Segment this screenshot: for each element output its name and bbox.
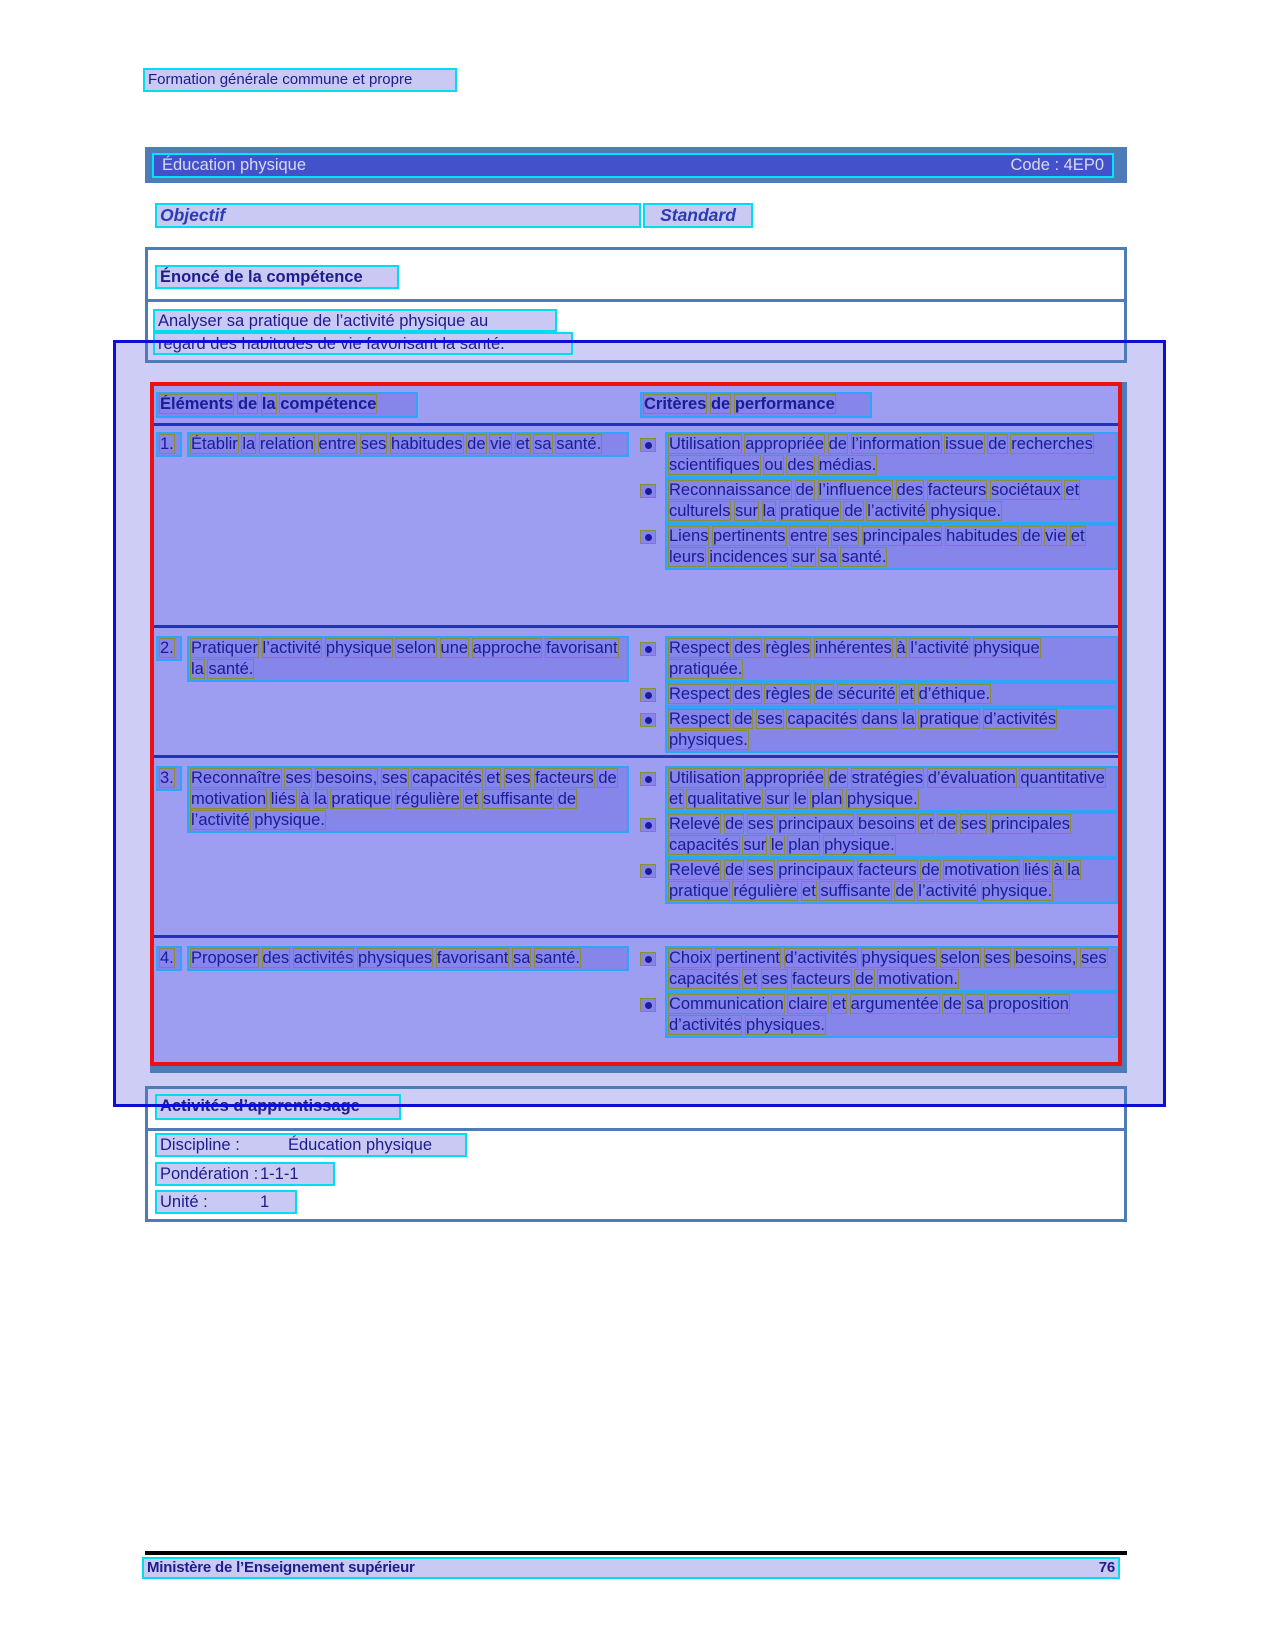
criterion-text: Utilisation appropriée de l’information issue de recherches scientifiques ou des médias. bbox=[665, 432, 1118, 478]
document-title: Éducation physique bbox=[162, 156, 307, 174]
field-value: 1-1-1 bbox=[260, 1165, 299, 1183]
bullet-icon bbox=[640, 998, 656, 1012]
criterion-text: Respect des règles inhérentes à l’activité physique pratiquée. bbox=[665, 636, 1118, 682]
element-text: Proposer des activités physiques favorisant sa santé. bbox=[187, 946, 629, 971]
field-unite bbox=[155, 1190, 297, 1214]
document-code: Code : 4EP0 bbox=[1010, 156, 1104, 174]
field-label: Discipline : bbox=[160, 1136, 240, 1154]
criterion-item bbox=[640, 432, 1118, 478]
activites-table bbox=[145, 1086, 1127, 1222]
element-text: Pratiquer l’activité physique selon une approche favorisant la santé. bbox=[187, 636, 629, 682]
footer bbox=[142, 1557, 1120, 1579]
enonce-title: Énoncé de la compétence bbox=[155, 265, 399, 289]
criterion-text: Respect de ses capacités dans la pratique d’activités physiques. bbox=[665, 707, 1118, 753]
criterion-text: Relevé de ses principaux facteurs de motivation liés à la pratique régulière et suffisante de l’activité physique. bbox=[665, 858, 1118, 904]
criterion-item bbox=[640, 524, 1118, 570]
bullet-icon bbox=[640, 818, 656, 832]
bullet-icon bbox=[640, 530, 656, 544]
bullet-icon bbox=[640, 484, 656, 498]
field-value: 1 bbox=[260, 1193, 270, 1211]
row-number: 3. bbox=[156, 766, 182, 791]
bullet-icon bbox=[640, 772, 656, 786]
criterion-item bbox=[640, 682, 1118, 707]
criterion-item bbox=[640, 707, 1118, 753]
element-cell bbox=[156, 432, 634, 457]
criterion-text: Respect des règles de sécurité et d’éthique. bbox=[665, 682, 1118, 707]
element-text: Établir la relation entre ses habitudes de vie et sa santé. bbox=[187, 432, 629, 457]
criteria-cell bbox=[640, 946, 1118, 1038]
annotation-red-box bbox=[150, 382, 1122, 1066]
criteria-cell bbox=[640, 636, 1118, 753]
table-row-divider bbox=[154, 935, 1118, 938]
row-number: 2. bbox=[156, 636, 182, 661]
field-discipline bbox=[155, 1133, 467, 1157]
table-row-divider bbox=[154, 755, 1118, 758]
bullet-icon bbox=[640, 864, 656, 878]
competence-statement-line: regard des habitudes de vie favorisant la santé. bbox=[153, 332, 573, 355]
criterion-item bbox=[640, 478, 1118, 524]
elements-table bbox=[150, 382, 1127, 1073]
column-header-criteres: Critères de performance bbox=[640, 392, 872, 418]
field-ponderation bbox=[155, 1162, 335, 1186]
criterion-text: Relevé de ses principaux besoins et de ses principales capacités sur le plan physique. bbox=[665, 812, 1118, 858]
bullet-icon bbox=[640, 438, 656, 452]
criteria-cell bbox=[640, 766, 1118, 904]
bullet-icon bbox=[640, 713, 656, 727]
criterion-item bbox=[640, 812, 1118, 858]
enonce-table bbox=[145, 247, 1127, 363]
criterion-text: Communication claire et argumentée de sa proposition d’activités physiques. bbox=[665, 992, 1118, 1038]
header-bar bbox=[145, 147, 1127, 183]
row-number: 1. bbox=[156, 432, 182, 457]
bullet-icon bbox=[640, 952, 656, 966]
table-row-divider bbox=[154, 423, 1118, 426]
field-label: Pondération : bbox=[160, 1165, 259, 1183]
criterion-text: Reconnaissance de l’influence des facteurs sociétaux et culturels sur la pratique de l’activité physique. bbox=[665, 478, 1118, 524]
column-header-elements: Éléments de la compétence bbox=[156, 392, 418, 418]
field-label: Unité : bbox=[160, 1193, 208, 1211]
table-row-divider bbox=[154, 625, 1118, 628]
standard-label: Standard bbox=[643, 203, 753, 228]
objectif-label: Objectif bbox=[155, 203, 641, 228]
page-number: 76 bbox=[1098, 1559, 1115, 1576]
activites-divider bbox=[148, 1128, 1124, 1131]
criterion-item bbox=[640, 636, 1118, 682]
row-number: 4. bbox=[156, 946, 182, 971]
activites-title: Activités d’apprentissage bbox=[155, 1094, 401, 1120]
footer-text: Ministère de l’Enseignement supérieur bbox=[147, 1559, 415, 1576]
criteria-cell bbox=[640, 432, 1118, 570]
criterion-item bbox=[640, 766, 1118, 812]
criterion-item bbox=[640, 992, 1118, 1038]
bullet-icon bbox=[640, 688, 656, 702]
element-text: Reconnaître ses besoins, ses capacités et ses facteurs de motivation liés à la pratique régulière et suffisante de l’activité physique. bbox=[187, 766, 629, 833]
element-cell bbox=[156, 636, 634, 682]
criterion-item bbox=[640, 946, 1118, 992]
criterion-text: Utilisation appropriée de stratégies d’évaluation quantitative et qualitative sur le plan physique. bbox=[665, 766, 1118, 812]
criterion-item bbox=[640, 858, 1118, 904]
eyebrow-text: Formation générale commune et propre bbox=[143, 68, 457, 92]
element-cell bbox=[156, 766, 634, 833]
bullet-icon bbox=[640, 642, 656, 656]
header-bar-highlight bbox=[152, 153, 1114, 178]
footer-rule bbox=[145, 1551, 1127, 1555]
competence-statement-line: Analyser sa pratique de l’activité physique au bbox=[153, 309, 557, 332]
criterion-text: Liens pertinents entre ses principales habitudes de vie et leurs incidences sur sa santé. bbox=[665, 524, 1118, 570]
field-value: Éducation physique bbox=[288, 1136, 433, 1154]
criterion-text: Choix pertinent d’activités physiques selon ses besoins, ses capacités et ses facteurs de motivation. bbox=[665, 946, 1118, 992]
enonce-divider bbox=[148, 299, 1124, 302]
element-cell bbox=[156, 946, 634, 971]
